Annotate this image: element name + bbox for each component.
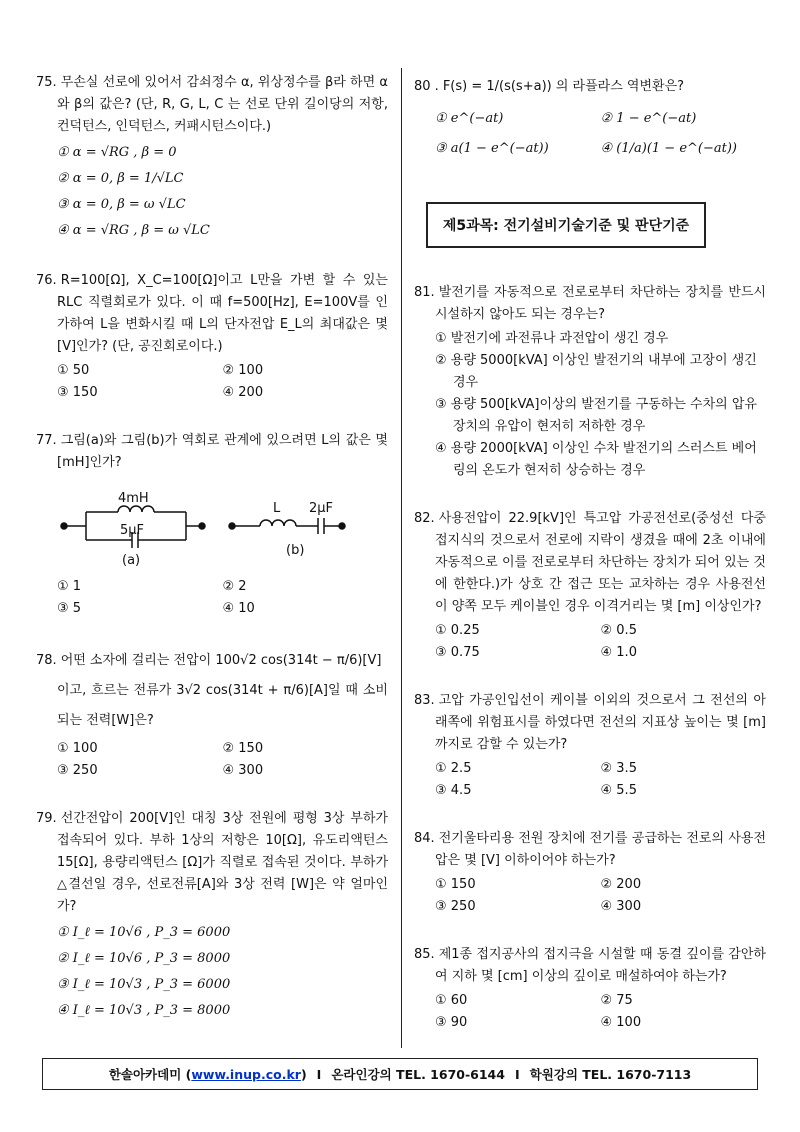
- option[interactable]: ③ 0.75: [435, 645, 480, 660]
- question-77-options: [36, 576, 388, 620]
- question-81: [414, 282, 766, 482]
- option[interactable]: ② 용량 5000[kVA] 이상인 발전기의 내부에 고장이 생긴 경우: [435, 353, 757, 390]
- option[interactable]: ② 200: [600, 877, 642, 892]
- question-82-options: [414, 620, 766, 664]
- option[interactable]: ① 150: [435, 877, 476, 892]
- question-75: [36, 72, 388, 244]
- option[interactable]: ④ 300: [600, 899, 642, 914]
- question-78: [36, 646, 388, 782]
- question-77-text: 77. 그림(a)와 그림(b)가 역회로 관계에 있으려면 L의 값은 몇 [mH]인가?: [36, 433, 388, 470]
- question-76-text: 76. R=100[Ω], X_C=100[Ω]이고 L만을 가변 할 수 있는 RLC 직렬회로가 있다. 이 때 f=500[Hz], E=100V를 인가하여 L을 변화시킬 때 L의 단자전압 E_L의 최대값은 몇 [V]인가? (단, 공진회로이다.): [36, 273, 388, 354]
- academy-name: 한솔아카데미: [108, 1067, 182, 1082]
- option[interactable]: ③ 4.5: [435, 783, 472, 798]
- question-82-text: 82. 사용전압이 22.9[kV]인 특고압 가공전선로(중성선 다중접지식의 것으로서 전로에 지락이 생겼을 때에 2초 이내에 자동적으로 이를 전로로부터 차단하는 장치가 되어 있는 것에 한한다.)가 상호 간 접근 또는 교차하는 경우 사용전선이 양쪽 모두 케이블인 경우 이격거리는 몇 [m] 이상인가?: [414, 511, 766, 614]
- question-77: [36, 430, 388, 620]
- question-83-text: 83. 고압 가공인입선이 케이블 이외의 것으로서 그 전선의 아래쪽에 위험표시를 하였다면 전선의 지표상 높이는 몇 [m] 까지로 감할 수 있는가?: [414, 693, 766, 752]
- question-84-options: [414, 874, 766, 918]
- label-a: (a): [122, 553, 141, 568]
- option[interactable]: ③ α = 0, β = ω √LC: [57, 197, 186, 212]
- question-85-options: [414, 990, 766, 1034]
- option[interactable]: ④ 200: [222, 385, 264, 400]
- option[interactable]: ① 100: [57, 741, 98, 756]
- right-column: [414, 72, 766, 1060]
- question-83: [414, 690, 766, 802]
- label-2uF: 2μF: [309, 501, 334, 516]
- option[interactable]: ③ 용량 500[kVA]이상의 발전기를 구동하는 수차의 압유 장치의 유압이 현저히 저하한 경우: [435, 397, 757, 434]
- option[interactable]: ① 50: [57, 363, 90, 378]
- separator: I: [316, 1066, 322, 1082]
- option[interactable]: ① e^(−at): [435, 111, 504, 126]
- question-78-options: [36, 738, 388, 782]
- campus-phone: 학원강의 TEL. 1670-7113: [529, 1067, 692, 1082]
- option[interactable]: ① 0.25: [435, 623, 480, 638]
- option[interactable]: ④ 10: [222, 601, 255, 616]
- question-80-text: 80 . F(s) = 1/(s(s+a)) 의 라플라스 역변환은?: [414, 79, 685, 94]
- option[interactable]: ① 발전기에 과전류나 과전압이 생긴 경우: [435, 331, 669, 346]
- option[interactable]: ② 1 − e^(−at): [600, 111, 697, 126]
- option[interactable]: ① 1: [57, 579, 82, 594]
- question-84: [414, 828, 766, 918]
- option[interactable]: ③ 5: [57, 601, 82, 616]
- question-78-text2: 이고, 흐르는 전류가 3√2 cos(314t + π/6)[A]일 때 소비되는 전력[W]은?: [57, 683, 388, 728]
- label-4mH: 4mH: [118, 491, 149, 506]
- option[interactable]: ④ (1/a)(1 − e^(−at)): [600, 141, 737, 156]
- option[interactable]: ① I_ℓ = 10√6 , P_3 = 6000: [57, 925, 231, 940]
- question-79-options: [36, 920, 388, 1024]
- question-75-text: 75. 무손실 선로에 있어서 감쇠정수 α, 위상정수를 β라 하면 α와 β의 값은? (단, R, G, L, C 는 선로 단위 길이당의 저항, 컨덕턴스, 인덕턴스, 커패시턴스이다.): [36, 75, 388, 134]
- separator: I: [514, 1066, 520, 1082]
- question-78-text: 78. 어떤 소자에 걸리는 전압이 100√2 cos(314t − π/6)[V]: [36, 653, 382, 668]
- question-84-text: 84. 전기울타리용 전원 장치에 전기를 공급하는 전로의 사용전압은 몇 [V] 이하이어야 하는가?: [414, 831, 766, 868]
- option[interactable]: ② α = 0, β = 1/√LC: [57, 171, 184, 186]
- question-82: [414, 508, 766, 664]
- footer: 한솔아카데미 ( www.inup.co.kr ) I 온라인강의 TEL. 1670-6144 I 학원강의 TEL. 1670-7113: [42, 1058, 758, 1090]
- question-85: [414, 944, 766, 1034]
- academy-link[interactable]: www.inup.co.kr: [191, 1066, 301, 1082]
- question-76: [36, 270, 388, 404]
- online-phone: 온라인강의 TEL. 1670-6144: [331, 1067, 505, 1082]
- option[interactable]: ② 3.5: [600, 761, 637, 776]
- question-76-options: [36, 360, 388, 404]
- option[interactable]: ④ α = √RG , β = ω √LC: [57, 223, 210, 238]
- column-divider: [401, 68, 402, 1048]
- section-title: 제5과목: 전기설비기술기준 및 판단기준: [426, 202, 706, 248]
- option[interactable]: ④ 1.0: [600, 645, 637, 660]
- option[interactable]: ④ 용량 2000[kVA] 이상인 수차 발전기의 스러스트 베어링의 온도가 현저히 상승하는 경우: [435, 441, 757, 478]
- option[interactable]: ② 2: [222, 579, 247, 594]
- option[interactable]: ① 60: [435, 993, 468, 1008]
- option[interactable]: ② I_ℓ = 10√6 , P_3 = 8000: [57, 951, 231, 966]
- option[interactable]: ③ 250: [57, 763, 98, 778]
- question-75-options: [36, 140, 388, 244]
- option[interactable]: ③ 150: [57, 385, 98, 400]
- label-b: (b): [286, 543, 305, 558]
- option[interactable]: ③ I_ℓ = 10√3 , P_3 = 6000: [57, 977, 231, 992]
- option[interactable]: ② 100: [222, 363, 264, 378]
- option[interactable]: ③ a(1 − e^(−at)): [435, 141, 549, 156]
- option[interactable]: ④ 300: [222, 763, 264, 778]
- question-80: [414, 72, 766, 164]
- option[interactable]: ④ 5.5: [600, 783, 637, 798]
- option[interactable]: ② 150: [222, 741, 264, 756]
- label-5uF: 5μF: [120, 523, 145, 538]
- label-L: L: [273, 501, 281, 516]
- question-79-text: 79. 선간전압이 200[V]인 대칭 3상 전원에 평형 3상 부하가 접속되어 있다. 부하 1상의 저항은 10[Ω], 유도리액턴스 15[Ω], 용량리액턴스 [Ω]가 직렬로 접속된 것이다. 부하가 △결선일 경우, 선로전류[A]와 3상 전력 [W]은 약 얼마인가?: [36, 811, 388, 914]
- option[interactable]: ① α = √RG , β = 0: [57, 145, 177, 160]
- option[interactable]: ③ 90: [435, 1015, 468, 1030]
- circuit-diagram: [56, 482, 356, 572]
- question-85-text: 85. 제1종 접지공사의 접지극을 시설할 때 동결 깊이를 감안하여 지하 몇 [cm] 이상의 깊이로 매설하여야 하는가?: [414, 947, 766, 984]
- left-column: [36, 72, 388, 1050]
- option[interactable]: ① 2.5: [435, 761, 472, 776]
- question-81-options: [414, 328, 766, 482]
- question-79: [36, 808, 388, 1024]
- option[interactable]: ④ 100: [600, 1015, 642, 1030]
- option[interactable]: ② 75: [600, 993, 633, 1008]
- option[interactable]: ③ 250: [435, 899, 476, 914]
- question-83-options: [414, 758, 766, 802]
- option[interactable]: ④ I_ℓ = 10√3 , P_3 = 8000: [57, 1003, 231, 1018]
- option[interactable]: ② 0.5: [600, 623, 637, 638]
- question-80-options: [414, 104, 766, 164]
- question-81-text: 81. 발전기를 자동적으로 전로로부터 차단하는 장치를 반드시 시설하지 않아도 되는 경우는?: [414, 285, 766, 322]
